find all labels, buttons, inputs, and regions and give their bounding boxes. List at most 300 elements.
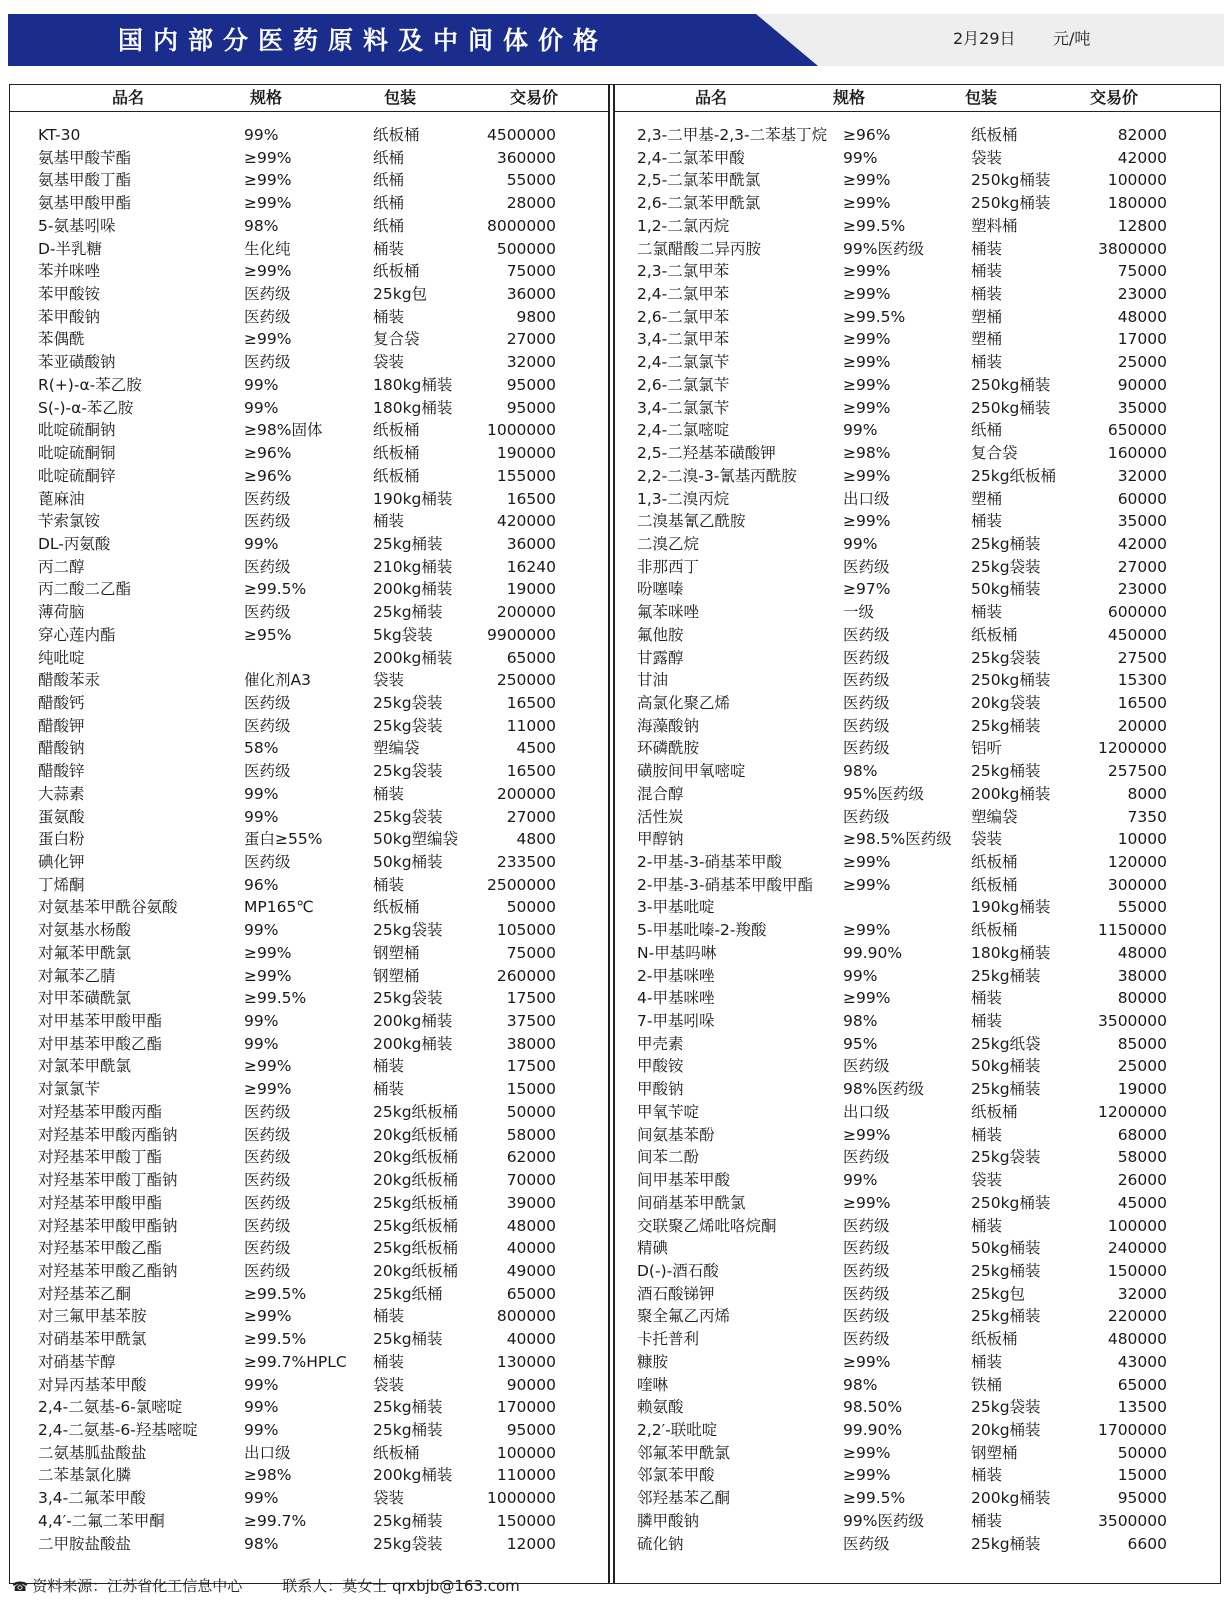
product-name: 蛋氨酸	[38, 807, 85, 826]
spec: 99%	[244, 1375, 279, 1394]
package: 25kg纸板桶	[971, 466, 1057, 485]
price: 62000	[506, 1148, 556, 1167]
package: 200kg桶装	[373, 1466, 453, 1485]
package: 纸板桶	[373, 421, 420, 440]
table-row	[614, 1055, 1222, 1078]
product-name: 苯偶酰	[38, 330, 85, 349]
package: 塑编袋	[971, 807, 1018, 826]
product-name: 活性炭	[637, 807, 684, 826]
table-row	[0, 987, 608, 1010]
table-row	[614, 806, 1222, 829]
product-name: 间苯二酚	[637, 1148, 700, 1167]
price: 17500	[506, 989, 556, 1008]
product-name: 氨基甲酸甲酯	[38, 194, 132, 213]
table-row	[614, 601, 1222, 624]
table-row	[0, 1533, 608, 1556]
table-row	[0, 1510, 608, 1533]
product-name: 3,4-二氯甲苯	[637, 330, 730, 349]
price: 120000	[1107, 853, 1167, 871]
product-name: 对氟苯乙腈	[38, 966, 116, 985]
table-row	[0, 488, 608, 511]
price: 49000	[506, 1261, 556, 1280]
product-name: 膦甲酸钠	[637, 1511, 700, 1530]
spec: 58%	[244, 739, 279, 758]
product-name: 磺胺间甲氧嘧啶	[637, 762, 746, 781]
package: 纸板桶	[373, 444, 420, 463]
spec: 99%	[244, 1489, 279, 1508]
product-name: 卡托普利	[637, 1330, 700, 1349]
spec: ≥99%	[843, 194, 891, 213]
table-row	[0, 1305, 608, 1328]
table-row	[0, 1374, 608, 1397]
spec: ≥98%固体	[244, 421, 323, 440]
table-row	[614, 533, 1222, 556]
product-name: 3,4-二氯氯苄	[637, 398, 730, 417]
package: 25kg袋装	[373, 693, 443, 712]
spec: 医药级	[843, 1239, 890, 1258]
package: 桶装	[971, 1012, 1003, 1031]
package: 50kg桶装	[971, 1057, 1041, 1076]
product-name: 醋酸苯汞	[38, 671, 101, 690]
package: 200kg桶装	[373, 1034, 453, 1053]
table-row	[0, 715, 608, 738]
spec: 98%医药级	[843, 1080, 924, 1099]
package: 纸板桶	[971, 853, 1018, 871]
product-name: 苯亚磺酸钠	[38, 353, 116, 372]
price: 16500	[506, 489, 556, 508]
spec: 医药级	[843, 1284, 890, 1303]
table-row	[614, 374, 1222, 397]
package: 25kg桶装	[971, 534, 1041, 553]
table-row	[0, 419, 608, 442]
table-row	[614, 647, 1222, 670]
price: 25000	[1117, 353, 1167, 372]
product-name: 甲壳素	[637, 1034, 684, 1053]
table-row	[0, 737, 608, 760]
table-row	[614, 715, 1222, 738]
spec: ≥99%	[843, 1352, 891, 1371]
product-name: 甲氧苄啶	[637, 1102, 700, 1121]
spec: ≥97%	[843, 580, 891, 599]
package: 桶装	[971, 1216, 1003, 1235]
price: 95000	[506, 375, 556, 394]
header-package: 包装	[965, 88, 998, 107]
package: 20kg纸板桶	[373, 1148, 459, 1167]
product-name: 丁烯酮	[38, 875, 85, 894]
table-row	[614, 488, 1222, 511]
table-row	[614, 942, 1222, 965]
spec: 医药级	[244, 1216, 291, 1235]
spec: ≥99%	[244, 148, 292, 167]
package: 210kg桶装	[373, 557, 453, 576]
package: 25kg袋装	[971, 1148, 1041, 1167]
price: 35000	[1117, 398, 1167, 417]
product-name: 对甲基苯甲酸甲酯	[38, 1012, 163, 1031]
table-row	[0, 919, 608, 942]
product-name: 对硝基苄醇	[38, 1352, 116, 1371]
package: 桶装	[373, 875, 405, 894]
price: 6600	[1127, 1534, 1167, 1553]
price: 17500	[506, 1057, 556, 1076]
spec: 99%	[244, 375, 279, 394]
spec: 医药级	[244, 762, 291, 781]
price: 800000	[496, 1307, 556, 1326]
spec: ≥96%	[244, 466, 292, 485]
package: 桶装	[373, 239, 405, 258]
price: 27000	[1117, 557, 1167, 576]
table-row	[0, 1146, 608, 1169]
contact-text: 联系人：莫女士 qrxbjb@163.com	[282, 1577, 520, 1595]
product-name: 氨基甲酸苄酯	[38, 148, 132, 167]
price: 26000	[1117, 1171, 1167, 1190]
package: 180kg桶装	[373, 375, 453, 394]
product-name: 7-甲基吲哚	[637, 1012, 715, 1031]
table-row	[614, 1533, 1222, 1556]
product-name: 二溴基氰乙酰胺	[637, 512, 746, 531]
package: 25kg桶装	[971, 1080, 1041, 1099]
spec: 生化纯	[244, 239, 291, 258]
price: 105000	[496, 921, 556, 940]
price: 9800	[516, 307, 556, 326]
spec: 医药级	[244, 285, 291, 304]
price: 600000	[1107, 603, 1167, 622]
spec: 95%	[843, 1034, 878, 1053]
header-price: 交易价	[1090, 88, 1139, 107]
product-name: 环磷酰胺	[637, 739, 700, 758]
table-row	[614, 874, 1222, 897]
price: 32000	[1117, 466, 1167, 485]
table-row	[0, 1464, 608, 1487]
table-row	[614, 828, 1222, 851]
package: 钢塑桶	[373, 966, 420, 985]
table-row	[614, 192, 1222, 215]
spec: ≥99%	[244, 943, 292, 962]
spec: 99%	[244, 921, 279, 940]
spec: ≥99%	[843, 1466, 891, 1485]
price: 48000	[506, 1216, 556, 1235]
table-row	[614, 919, 1222, 942]
spec: 医药级	[244, 512, 291, 531]
price: 4800	[516, 830, 556, 849]
package: 25kg桶装	[373, 1330, 443, 1349]
price: 1000000	[486, 1489, 556, 1508]
table-row	[0, 624, 608, 647]
header-package: 包装	[384, 88, 417, 107]
table-row	[0, 533, 608, 556]
spec: 99%	[244, 1398, 279, 1417]
price: 257500	[1107, 762, 1167, 781]
product-name: 纯吡啶	[38, 648, 85, 667]
product-name: 吡啶硫酮钠	[38, 421, 116, 440]
table-row	[0, 806, 608, 829]
price: 90000	[506, 1375, 556, 1394]
spec: 99%	[244, 1420, 279, 1439]
spec: ≥99%	[843, 853, 891, 871]
table-row	[0, 874, 608, 897]
package: 纸板桶	[971, 1330, 1018, 1349]
spec: 99%	[843, 1171, 878, 1190]
product-name: D-半乳糖	[38, 239, 103, 258]
product-name: 喹啉	[637, 1375, 669, 1394]
package: 200kg桶装	[971, 1489, 1051, 1508]
product-name: 二苯基氯化膦	[38, 1466, 132, 1485]
package: 250kg桶装	[971, 194, 1051, 213]
table-row	[614, 1146, 1222, 1169]
spec: ≥99.7%	[244, 1511, 307, 1530]
table-row	[0, 147, 608, 170]
spec: 医药级	[244, 603, 291, 622]
package: 纸板桶	[373, 466, 420, 485]
spec: 医药级	[843, 1307, 890, 1326]
table-row	[614, 1442, 1222, 1465]
product-name: 2-甲基咪唑	[637, 966, 715, 985]
price: 150000	[496, 1511, 556, 1530]
price: 100000	[1107, 171, 1167, 190]
price: 8000	[1127, 784, 1167, 803]
package: 桶装	[373, 1080, 405, 1099]
product-name: 对氨基苯甲酰谷氨酸	[38, 898, 178, 917]
table-row	[0, 1442, 608, 1465]
table-row	[614, 1169, 1222, 1192]
price: 38000	[506, 1034, 556, 1053]
price: 58000	[1117, 1148, 1167, 1167]
product-name: 2,4-二氨基-6-氯嘧啶	[38, 1398, 183, 1417]
package: 纸板桶	[971, 126, 1018, 144]
spec: ≥99%	[843, 398, 891, 417]
product-name: 2,6-二氯甲苯	[637, 307, 730, 326]
package: 桶装	[971, 603, 1003, 622]
price: 65000	[506, 648, 556, 667]
price: 220000	[1107, 1307, 1167, 1326]
product-name: DL-丙氨酸	[38, 534, 111, 553]
spec: ≥99%	[843, 512, 891, 531]
spec: 医药级	[244, 693, 291, 712]
package: 180kg桶装	[971, 943, 1051, 962]
product-name: 对甲苯磺酰氯	[38, 989, 132, 1008]
price: 42000	[1117, 534, 1167, 553]
product-name: 间氨基苯酚	[637, 1125, 715, 1144]
table-row	[614, 1374, 1222, 1397]
table-row	[614, 328, 1222, 351]
price: 85000	[1117, 1034, 1167, 1053]
spec: ≥99%	[843, 989, 891, 1008]
spec: ≥99.5%	[244, 1330, 307, 1349]
package: 袋装	[373, 1489, 405, 1508]
product-name: 对羟基苯甲酸丙酯	[38, 1102, 163, 1121]
table-row	[0, 965, 608, 988]
product-name: 高氯化聚乙烯	[637, 693, 731, 712]
price: 65000	[506, 1284, 556, 1303]
package: 20kg纸板桶	[373, 1261, 459, 1280]
price: 2500000	[486, 875, 556, 894]
spec: 99%	[843, 421, 878, 440]
package: 纸桶	[373, 194, 405, 213]
spec: 医药级	[244, 853, 291, 871]
package: 桶装	[971, 353, 1003, 372]
package: 桶装	[971, 512, 1003, 531]
product-name: 2,5-二羟基苯磺酸钾	[637, 444, 776, 463]
spec: 医药级	[244, 1125, 291, 1144]
table-row	[0, 328, 608, 351]
package: 纸桶	[373, 148, 405, 167]
table-row	[614, 1215, 1222, 1238]
product-name: 对硝基苯甲酰氯	[38, 1330, 147, 1349]
spec: 医药级	[843, 671, 890, 690]
footer	[12, 1575, 520, 1596]
product-name: 对氯氯苄	[38, 1080, 101, 1099]
spec: 蛋白≥55%	[244, 830, 323, 849]
product-name: 2-甲基-3-硝基苯甲酸甲酯	[637, 875, 814, 894]
table-row	[0, 192, 608, 215]
price: 55000	[506, 171, 556, 190]
price: 16500	[506, 693, 556, 712]
price: 28000	[506, 194, 556, 213]
package: 20kg袋装	[971, 693, 1041, 712]
package: 25kg袋装	[373, 807, 443, 826]
product-name: 丙二酸二乙酯	[38, 580, 132, 599]
table-row	[614, 851, 1222, 874]
package: 铁桶	[971, 1375, 1003, 1394]
package: 25kg纸板桶	[373, 1193, 459, 1212]
table-row	[614, 1124, 1222, 1147]
package: 25kg桶装	[971, 1261, 1041, 1280]
spec: 医药级	[843, 625, 890, 644]
product-name: 2,3-二氯甲苯	[637, 262, 730, 281]
table-row	[0, 124, 608, 147]
package: 桶装	[373, 1352, 405, 1371]
price: 20000	[1117, 716, 1167, 735]
spec: ≥99%	[843, 466, 891, 485]
product-name: 海藻酸钠	[637, 716, 700, 735]
package: 25kg袋装	[373, 716, 443, 735]
table-row	[614, 238, 1222, 261]
table-row	[614, 783, 1222, 806]
product-name: 氟苯咪唑	[637, 603, 700, 622]
telephone-icon: ☎	[12, 1580, 29, 1595]
price: 40000	[506, 1330, 556, 1349]
price-table-right	[614, 124, 1222, 1555]
price: 130000	[496, 1352, 556, 1371]
price: 15300	[1117, 671, 1167, 690]
price: 50000	[506, 898, 556, 917]
spec: ≥99%	[843, 921, 891, 940]
table-row	[614, 169, 1222, 192]
product-name: 氟他胺	[637, 625, 684, 644]
product-name: 苄索氯铵	[38, 512, 101, 531]
product-name: 2,2-二溴-3-氰基丙酰胺	[637, 466, 797, 485]
spec: ≥99%	[244, 966, 292, 985]
product-name: 苯甲酸铵	[38, 285, 101, 304]
table-row	[614, 1101, 1222, 1124]
package: 25kg桶装	[971, 966, 1041, 985]
price: 95000	[1117, 1489, 1167, 1508]
table-row	[614, 397, 1222, 420]
package: 纸板桶	[971, 1102, 1018, 1121]
title-banner	[8, 14, 1224, 66]
spec: 医药级	[843, 1057, 890, 1076]
table-row	[614, 1351, 1222, 1374]
product-name: 大蒜素	[38, 784, 85, 803]
product-name: 交联聚乙烯吡咯烷酮	[637, 1216, 777, 1235]
table-row	[614, 737, 1222, 760]
price: 1200000	[1097, 739, 1167, 758]
table-row	[614, 760, 1222, 783]
price: 38000	[1117, 966, 1167, 985]
table-row	[614, 1283, 1222, 1306]
price: 36000	[506, 534, 556, 553]
price: 7350	[1127, 807, 1167, 826]
price: 39000	[506, 1193, 556, 1212]
product-name: 2-甲基-3-硝基苯甲酸	[637, 853, 783, 871]
package: 25kg包	[971, 1284, 1026, 1303]
package: 25kg袋装	[971, 557, 1041, 576]
package: 25kg纸桶	[373, 1284, 443, 1303]
product-name: 甲醇钠	[637, 830, 684, 849]
table-row	[0, 1283, 608, 1306]
price: 75000	[506, 262, 556, 281]
package: 25kg桶装	[373, 534, 443, 553]
price: 13500	[1117, 1398, 1167, 1417]
product-name: 2,4-二氯苯甲酸	[637, 148, 745, 167]
spec: ≥99%	[843, 1193, 891, 1212]
header-price: 交易价	[510, 88, 559, 107]
price: 16500	[1117, 693, 1167, 712]
product-name: 对甲基苯甲酸乙酯	[38, 1034, 163, 1053]
spec: ≥95%	[244, 625, 292, 644]
product-name: 赖氨酸	[637, 1398, 684, 1417]
table-row	[0, 169, 608, 192]
spec: 医药级	[843, 1148, 890, 1167]
price: 650000	[1107, 421, 1167, 440]
spec: 医药级	[244, 1102, 291, 1121]
product-name: 4,4′-二氟二苯甲酮	[38, 1511, 165, 1530]
product-name: 穿心莲内酯	[38, 625, 116, 644]
spec: 99%	[244, 534, 279, 553]
product-name: 1,2-二氯丙烷	[637, 216, 730, 235]
package: 25kg袋装	[373, 1534, 443, 1553]
table-row	[614, 1328, 1222, 1351]
price: 200000	[496, 603, 556, 622]
product-name: 丙二醇	[38, 557, 85, 576]
package: 200kg桶装	[373, 580, 453, 599]
table-row	[614, 556, 1222, 579]
package: 塑桶	[971, 330, 1003, 349]
price: 3500000	[1097, 1511, 1167, 1530]
package: 50kg塑编袋	[373, 830, 459, 849]
spec: 医药级	[244, 489, 291, 508]
package: 190kg桶装	[971, 898, 1051, 917]
product-name: 醋酸钠	[38, 739, 85, 758]
package: 250kg桶装	[971, 398, 1051, 417]
product-name: N-甲基吗啉	[637, 943, 717, 962]
package: 纸板桶	[373, 898, 420, 917]
price: 36000	[506, 285, 556, 304]
price: 40000	[506, 1239, 556, 1258]
product-name: 5-甲基吡嗪-2-羧酸	[637, 921, 767, 940]
package: 袋装	[971, 830, 1003, 849]
price: 16500	[506, 762, 556, 781]
spec: ≥99.5%	[843, 307, 906, 326]
table-row	[614, 1010, 1222, 1033]
table-row	[614, 669, 1222, 692]
package: 桶装	[971, 989, 1003, 1008]
price: 15000	[1117, 1466, 1167, 1485]
package: 钢塑桶	[373, 943, 420, 962]
price: 150000	[1107, 1261, 1167, 1280]
price: 3500000	[1097, 1012, 1167, 1031]
package: 25kg桶装	[373, 1511, 443, 1530]
header-name: 品名	[695, 88, 728, 107]
